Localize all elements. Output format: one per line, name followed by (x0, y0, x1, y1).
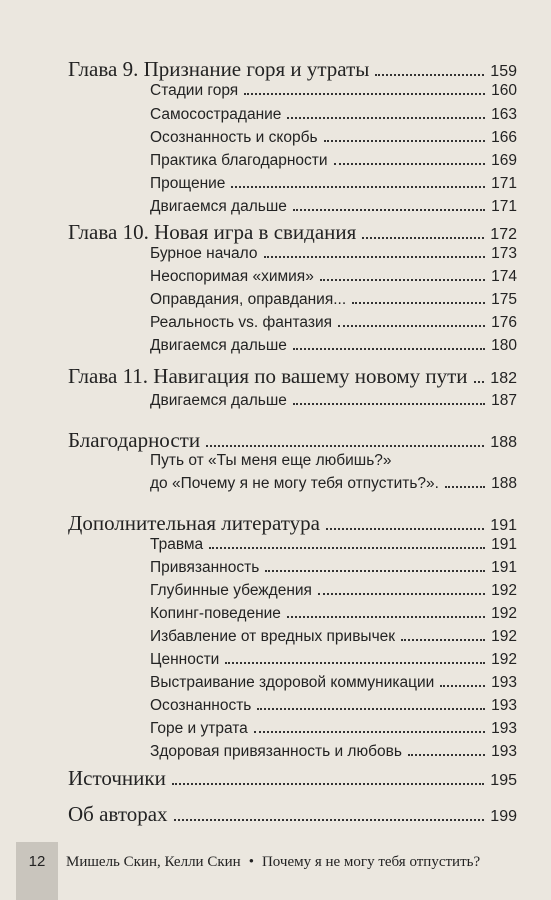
toc-page-number: 175 (491, 291, 517, 308)
toc-entry-title: до «Почему я не могу тебя отпустить?». (150, 475, 439, 492)
toc-section-entry (150, 392, 517, 410)
dot-leader (334, 163, 486, 165)
toc-entry-title: Осознанность и скорбь (150, 129, 318, 146)
dot-leader (254, 731, 485, 733)
toc-section-entry (150, 245, 517, 263)
toc-page-number: 199 (490, 808, 517, 825)
dot-leader (445, 486, 485, 488)
toc-section-entry (150, 106, 517, 124)
toc-section-entry (150, 697, 517, 715)
toc-entry-title: Об авторах (68, 802, 168, 826)
toc-chapter-entry (68, 511, 517, 536)
toc-section-entry (150, 628, 517, 646)
dot-leader (318, 593, 485, 595)
toc-page-number: 169 (491, 152, 517, 169)
toc-page-number: 187 (491, 392, 517, 409)
dot-leader (225, 662, 485, 664)
page-footer (0, 842, 551, 900)
toc-page-number: 173 (491, 245, 517, 262)
toc-page-number: 159 (490, 63, 517, 80)
toc-chapter-entry (68, 802, 517, 827)
toc-page-number: 192 (491, 651, 517, 668)
toc-page-number: 182 (490, 370, 517, 387)
toc-page-number: 193 (491, 674, 517, 691)
toc-page-number: 193 (491, 720, 517, 737)
dot-leader (209, 547, 485, 549)
toc-entry-title: Здоровая привязанность и любовь (150, 743, 402, 760)
toc-page-number: 188 (490, 434, 517, 451)
toc-section-entry (150, 291, 517, 309)
toc-entry-title: Двигаемся дальше (150, 337, 287, 354)
dot-leader (474, 381, 485, 383)
dot-leader (244, 93, 485, 95)
dot-leader (320, 279, 485, 281)
toc-entry-title: Глава 9. Признание горя и утраты (68, 57, 370, 81)
toc-entry-title: Выстраивание здоровой коммуникации (150, 674, 435, 691)
dot-leader (408, 754, 485, 756)
toc-chapter-entry (68, 428, 517, 453)
toc-section-entry (150, 651, 517, 669)
toc-page-number: 171 (491, 198, 517, 215)
dot-leader (293, 403, 485, 405)
toc-entry-title: Источники (68, 766, 166, 790)
toc-section-entry (150, 175, 517, 193)
toc-entry-title: Бурное начало (150, 245, 258, 262)
toc-page-number: 172 (490, 226, 517, 243)
toc-entry-title: Неоспоримая «химия» (150, 268, 314, 285)
toc-page-number: 191 (491, 536, 517, 553)
toc-page-number: 192 (491, 582, 517, 599)
toc-page-number: 193 (491, 743, 517, 760)
dot-leader (293, 348, 485, 350)
dot-leader (206, 445, 484, 447)
toc-entry-title: Реальность vs. фантазия (150, 314, 333, 331)
dot-leader (326, 528, 484, 530)
toc-entry-title: Привязанность (150, 559, 260, 576)
dot-leader (338, 325, 485, 327)
toc-entry-title: Прощение (150, 175, 226, 192)
toc-chapter-entry (68, 57, 517, 82)
toc-page-number: 191 (490, 517, 517, 534)
toc-page-number: 163 (491, 106, 517, 123)
toc-entry-title: Стадии горя (150, 82, 239, 99)
toc-entry-title: Осознанность (150, 697, 252, 714)
toc-section-entry (150, 582, 517, 600)
toc-section-entry (150, 605, 517, 623)
toc-chapter-entry (68, 220, 517, 245)
toc-entry-title: Копинг-поведение (150, 605, 281, 622)
toc-page-number: 195 (490, 772, 517, 789)
toc-page-number: 180 (491, 337, 517, 354)
toc-entry-title: Самосострадание (150, 106, 282, 123)
toc-page-number: 192 (491, 605, 517, 622)
toc-section-entry (150, 152, 517, 170)
toc-section-entry (150, 314, 517, 332)
page-number: 12 (16, 842, 58, 900)
toc-chapter-entry (68, 766, 517, 791)
dot-leader (231, 186, 485, 188)
footer-separator: • (248, 854, 254, 870)
running-footer (66, 854, 480, 871)
dot-leader (264, 256, 486, 258)
toc-entry-title: Практика благодарности (150, 152, 328, 169)
toc-entry-title: Избавление от вредных привычек (150, 628, 396, 645)
toc-entry-title: Глубинные убеждения (150, 582, 312, 599)
footer-book-title: Почему я не могу тебя отпустить? (261, 854, 481, 870)
toc-section-entry (150, 559, 517, 577)
dot-leader (324, 140, 486, 142)
dot-leader (287, 616, 485, 618)
toc-page-number: 176 (491, 314, 517, 331)
toc-section-entry (150, 720, 517, 738)
toc-entry-title: Благодарности (68, 428, 201, 452)
toc-entry-title: Двигаемся дальше (150, 392, 287, 409)
dot-leader (352, 302, 485, 304)
toc-page-number: 174 (491, 268, 517, 285)
footer-authors: Мишель Скин, Келли Скин (66, 854, 241, 870)
dot-leader (287, 117, 485, 119)
toc-section-entry (150, 129, 517, 147)
toc-section-entry (150, 337, 517, 355)
dot-leader (174, 819, 485, 821)
toc-chapter-entry (68, 364, 517, 389)
dot-leader (401, 639, 485, 641)
dot-leader (293, 209, 485, 211)
toc-page-number: 193 (491, 697, 517, 714)
toc-section-entry (150, 536, 517, 554)
toc-page-number: 171 (491, 175, 517, 192)
dot-leader (440, 685, 485, 687)
dot-leader (265, 570, 485, 572)
toc-entry-text: Путь от «Ты меня еще любишь?» (150, 452, 392, 469)
toc-entry-title: Двигаемся дальше (150, 198, 287, 215)
toc-section-entry (150, 674, 517, 692)
toc-section-entry (150, 743, 517, 761)
toc-page-number: 166 (491, 129, 517, 146)
toc-entry-title: Горе и утрата (150, 720, 248, 737)
dot-leader (375, 74, 484, 76)
toc-entry-title: Дополнительная литература (68, 511, 320, 535)
toc-section-entry (150, 82, 517, 100)
toc-entry-title: Травма (150, 536, 204, 553)
toc-entry-title: Оправдания, оправдания... (150, 291, 347, 308)
toc-entry-title: Ценности (150, 651, 220, 668)
dot-leader (257, 708, 485, 710)
toc-page-number: 160 (491, 82, 517, 99)
toc-section-entry (150, 475, 517, 493)
dot-leader (362, 237, 484, 239)
toc-section-entry (150, 198, 517, 216)
toc-section-entry (150, 268, 517, 286)
toc-page-number: 188 (491, 475, 517, 492)
toc-page-number: 192 (491, 628, 517, 645)
toc-entry-title: Глава 11. Навигация по вашему новому пути (68, 364, 468, 388)
toc-entry-title: Глава 10. Новая игра в свидания (68, 220, 357, 244)
toc-page-number: 191 (491, 559, 517, 576)
dot-leader (172, 783, 484, 785)
